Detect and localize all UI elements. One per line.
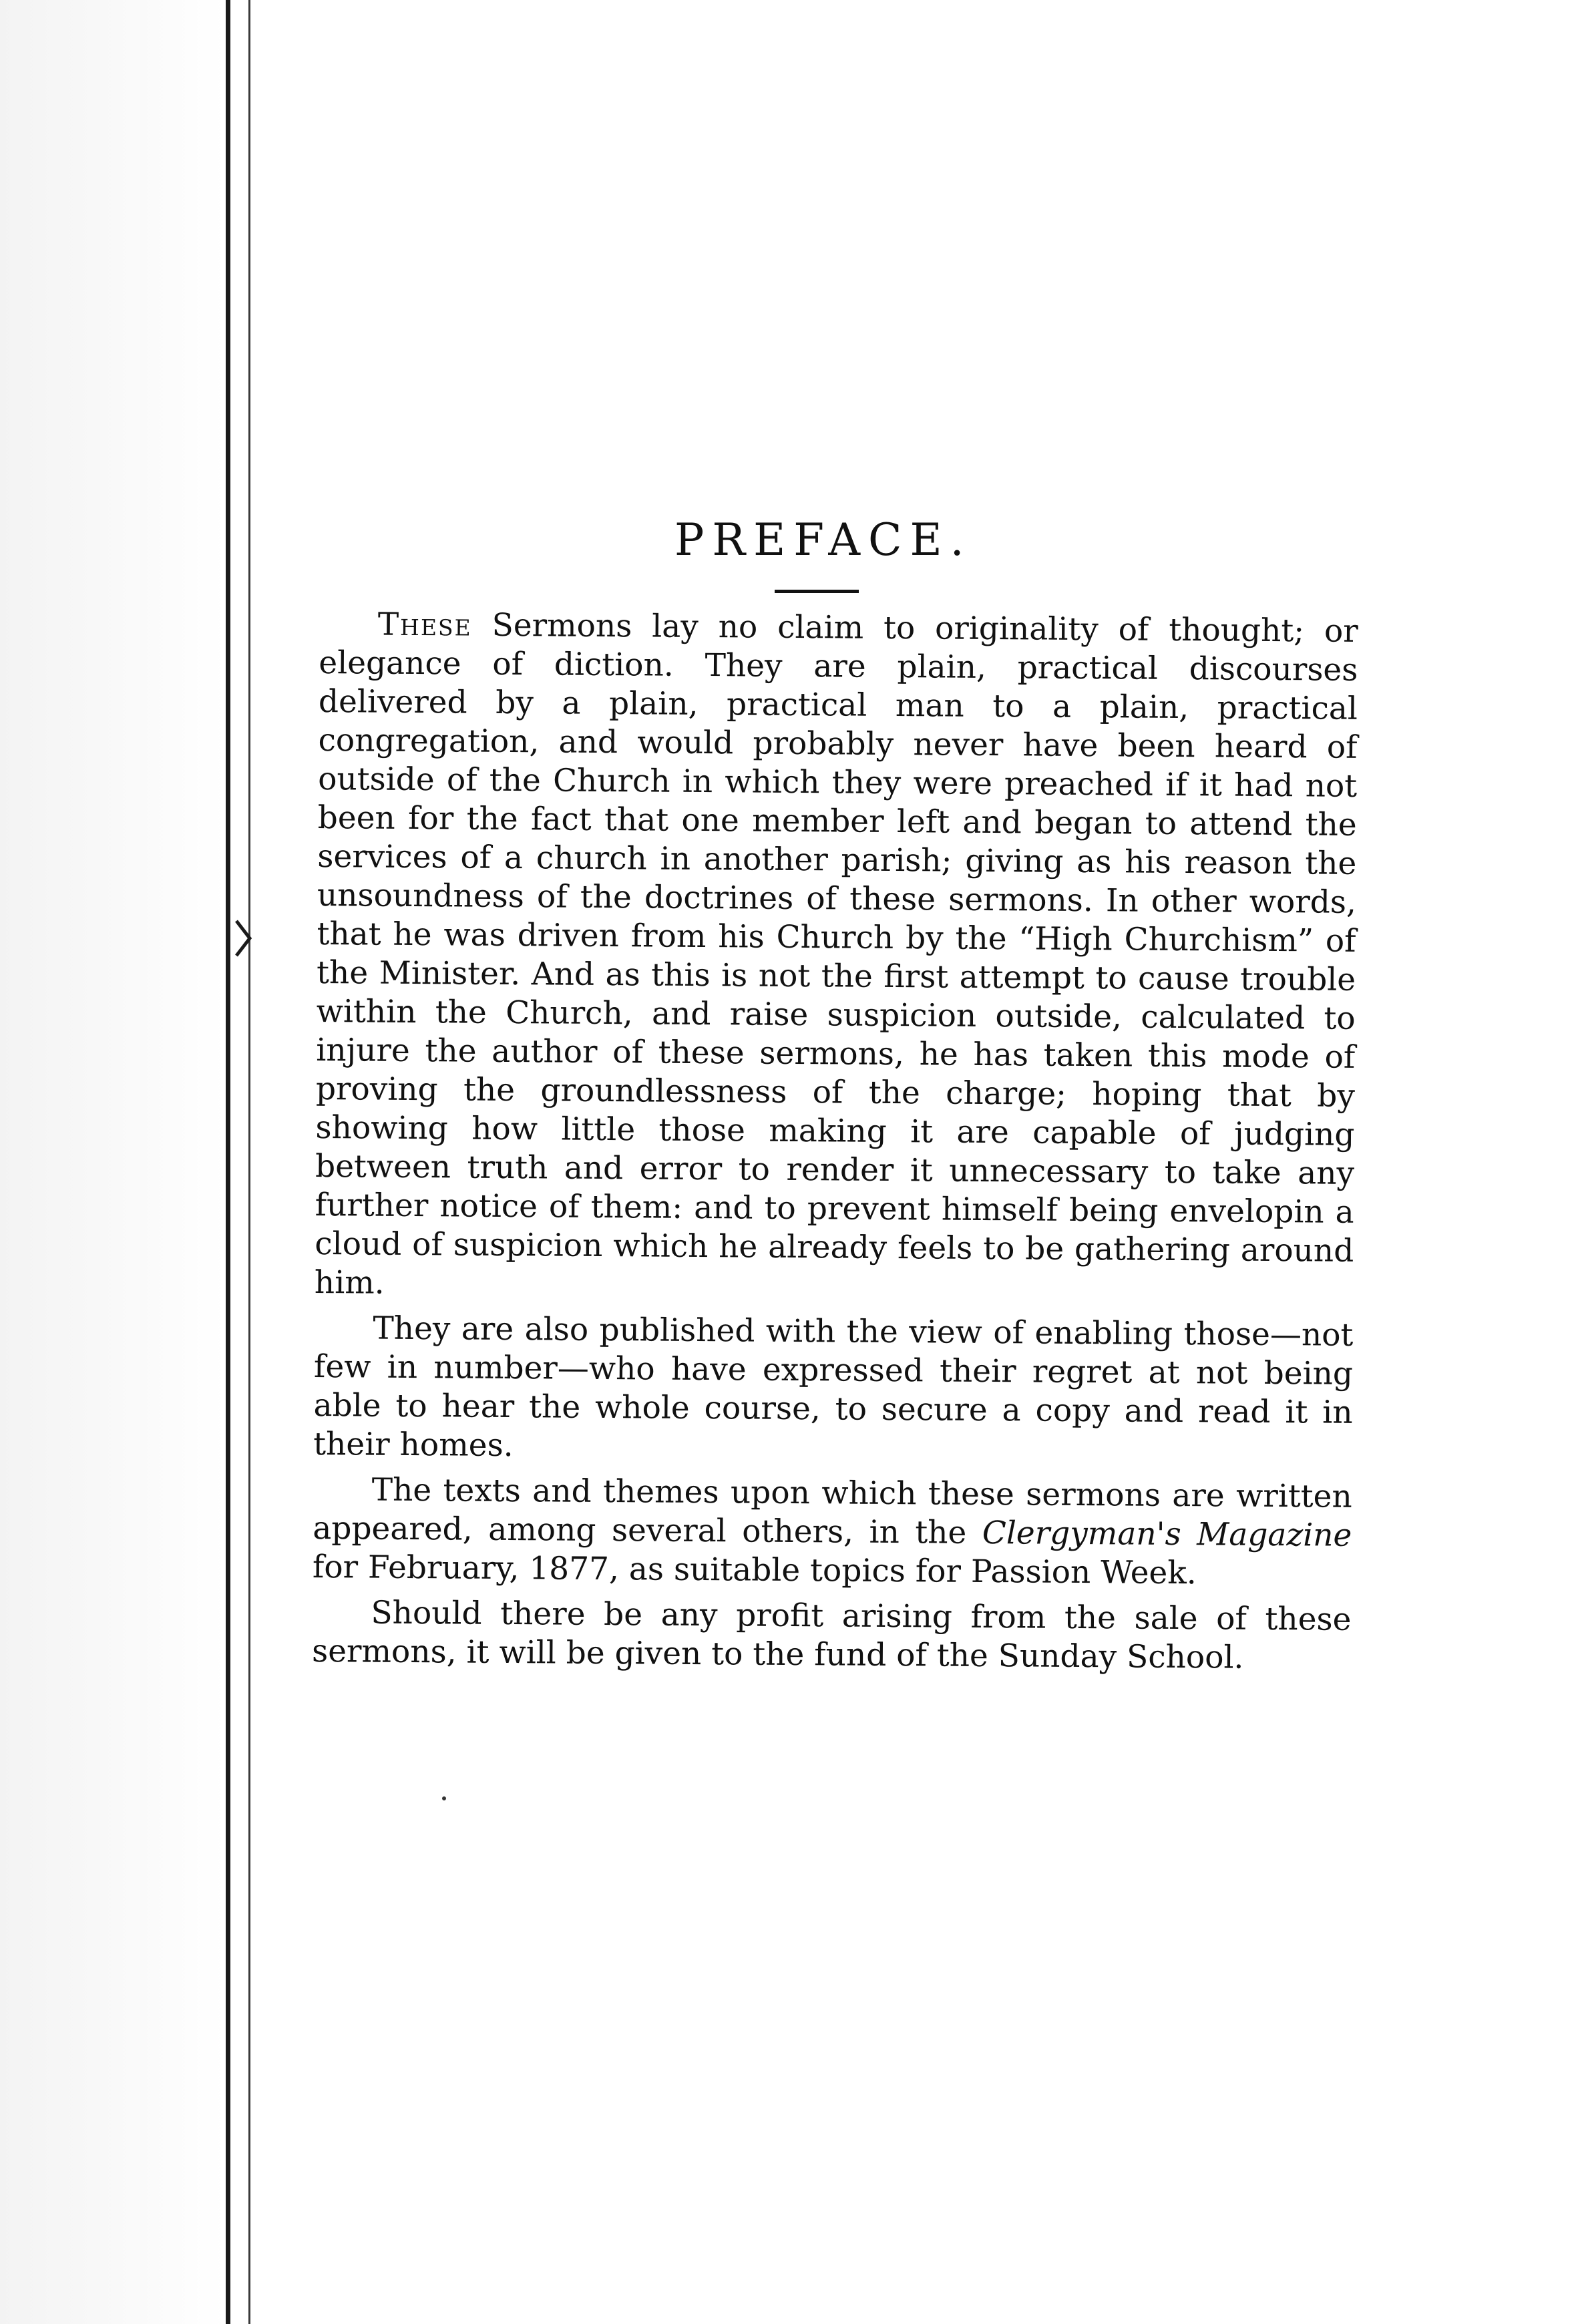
paragraph-text: Should there be any profit arising from the sale of these sermons, it will be given to the fund of the Sunday School. (311, 1594, 1352, 1676)
paragraph-text: Sermons lay no claim to originality of thought; or elegance of diction. They are plain, practical discourses delivered by a plain, practical man to a plain, practical congregation, and would probably never have been heard of outside of the Church in which they were preached if it had not been for the fact that one member left and began to attend the services of a church in another parish; giving as his reason the unsoundness of the doctrines of these sermons. In other words, that he was driven from his Church by the “High Churchism” of the Minister. And as this is not the first attempt to cause trouble within the Church, and raise suspicion outside, calculated to injure the author of these sermons, he has taken this mode of proving the groundlessness of the charge; hoping that by showing how little those making it are capable of judging between truth and error to render it unnecessary to take any further notice of them: and to prevent himself being envelopin a cloud of suspicion which he already feels to be gathering around him. (314, 606, 1358, 1302)
previous-page-edge (0, 0, 227, 2324)
paragraph-text: They are also published with the view of enabling those—not few in number—who have expressed their regret at not being able to hear the whole course, to secure a copy and read it in their homes. (313, 1310, 1354, 1465)
paragraph-lead-word: These (377, 606, 472, 644)
preface-paragraph-1 (315, 605, 1358, 1310)
magazine-title: Clergyman's Magazine (982, 1514, 1352, 1554)
gutter-line (226, 0, 230, 2324)
speck (442, 1796, 446, 1800)
gutter-notch-mark (234, 918, 254, 958)
preface-body (312, 605, 1358, 1685)
gutter-line-inner (248, 0, 250, 2324)
preface-paragraph-4 (312, 1593, 1352, 1678)
preface-paragraph-3 (313, 1471, 1352, 1594)
paragraph-text: for February, 1877, as suitable topics for Passion Week. (312, 1548, 1197, 1592)
page-title: PREFACE. (674, 514, 972, 566)
preface-paragraph-2 (313, 1309, 1354, 1471)
title-rule (775, 590, 859, 593)
paragraph-text: The texts and themes upon which these sermons are written appeared, among several others, in the (313, 1471, 1352, 1551)
